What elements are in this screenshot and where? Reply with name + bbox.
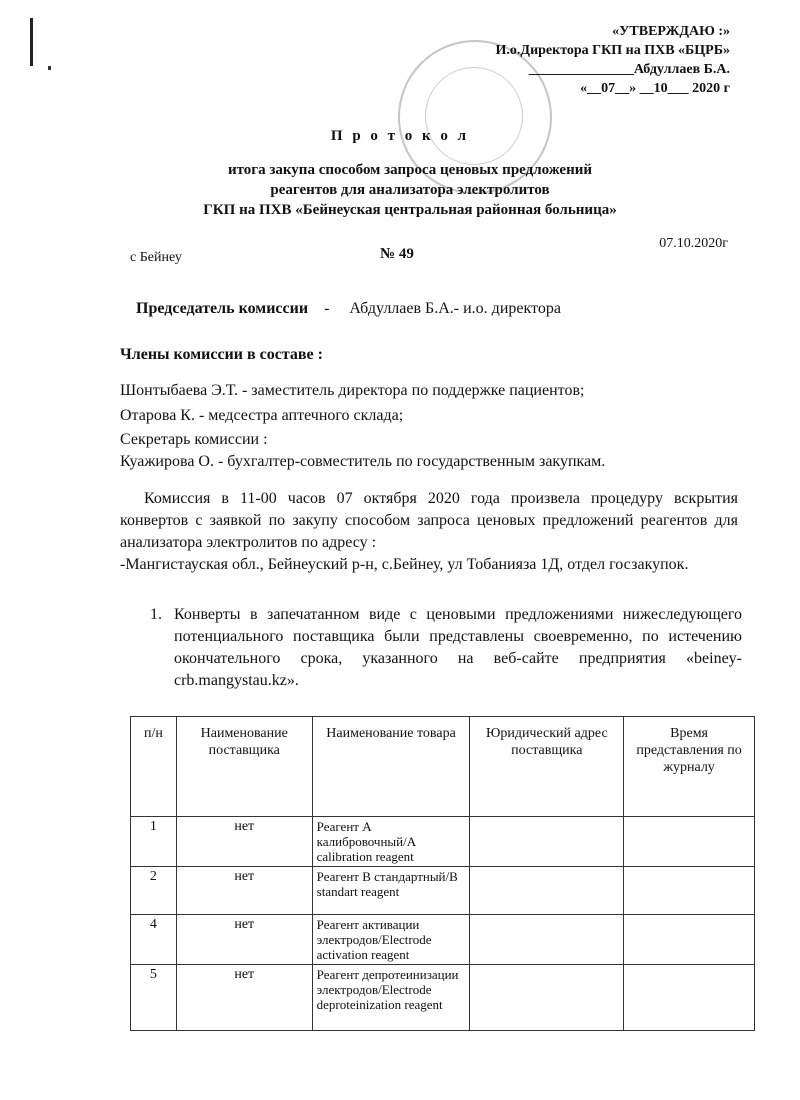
row-address — [470, 915, 624, 965]
row-supplier: нет — [176, 867, 312, 915]
row-index: 5 — [131, 965, 177, 1031]
protocol-subtitle-line3: ГКП на ПХВ «Бейнеуская центральная районная больница» — [203, 202, 617, 218]
commission-chair — [136, 300, 561, 318]
table-header-cell: Время представления по журналу — [624, 717, 755, 817]
protocol-title: П р о т о к о л — [330, 128, 470, 144]
secretary: Куажирова О. - бухгалтер-совместитель по государственным закупкам. — [120, 453, 606, 470]
members-heading: Члены комиссии в составе : — [120, 346, 323, 363]
row-product: Реагент депротеинизации электродов/Electrode deproteinization reagent — [312, 965, 470, 1031]
row-time — [624, 965, 755, 1031]
row-time — [624, 817, 755, 867]
list-item-1-number: 1. — [150, 606, 162, 623]
row-address — [470, 817, 624, 867]
protocol-number: № 49 — [380, 246, 414, 262]
table-header-cell: Юридический адрес поставщика — [470, 717, 624, 817]
row-product: Реагент активации электродов/Electrode activation reagent — [312, 915, 470, 965]
row-address — [470, 965, 624, 1031]
address-paragraph: -Мангистауская обл., Бейнеуский р-н, с.Бейнеу, ул Тобанияза 1Д, отдел госзакупок. — [120, 556, 689, 573]
row-index: 1 — [131, 817, 177, 867]
table-header-cell: Наименование поставщика — [176, 717, 312, 817]
table-header-row — [131, 717, 755, 817]
scan-edge-mark — [30, 18, 33, 66]
member-2: Отарова К. - медсестра аптечного склада; — [120, 407, 404, 424]
chair-label: Председатель комиссии — [136, 300, 309, 317]
scan-edge-dot — [48, 66, 51, 70]
table-header-cell: Наименование товара — [312, 717, 470, 817]
table-header-cell: п/н — [131, 717, 177, 817]
table-row — [131, 817, 755, 867]
row-supplier: нет — [176, 965, 312, 1031]
table-row — [131, 965, 755, 1031]
approval-position: И.о.Директора ГКП на ПХВ «БЦРБ» — [495, 43, 730, 58]
row-index: 2 — [131, 867, 177, 915]
approval-date: «__07__» __10___ 2020 г — [580, 81, 730, 96]
protocol-subtitle — [150, 160, 670, 220]
chair-dash: - — [324, 300, 330, 317]
row-time — [624, 915, 755, 965]
procedure-paragraph: Комиссия в 11-00 часов 07 октября 2020 года произвела процедуру вскрытия конвертов с заявкой по закупу способом запроса ценовых предложений реагентов для анализатора электролитов по адресу : — [120, 490, 738, 551]
row-supplier: нет — [176, 817, 312, 867]
approval-block — [496, 22, 730, 98]
member-1: Шонтыбаева Э.Т. - заместитель директора по поддержке пациентов; — [120, 382, 585, 399]
chair-value: Абдуллаев Б.А.- и.о. директора — [349, 300, 561, 317]
protocol-subtitle-line2: реагентов для анализатора электролитов — [270, 182, 550, 198]
protocol-date: 07.10.2020г — [659, 236, 728, 251]
list-item-1 — [150, 604, 742, 692]
secretary-label: Секретарь комиссии : — [120, 431, 268, 448]
suppliers-table — [130, 716, 755, 1031]
table-row — [131, 867, 755, 915]
row-product: Реагент А калибровочный/A calibration reagent — [312, 817, 470, 867]
table-row — [131, 915, 755, 965]
approval-heading: «УТВЕРЖДАЮ :» — [612, 24, 730, 39]
approval-signature-line: _______________Абдуллаев Б.А. — [528, 62, 730, 77]
protocol-subtitle-line1: итога закупа способом запроса ценовых предложений — [227, 162, 593, 178]
row-time — [624, 867, 755, 915]
row-product: Реагент В стандартный/B standart reagent — [312, 867, 470, 915]
row-address — [470, 867, 624, 915]
protocol-place: с Бейнеу — [130, 250, 182, 265]
list-item-1-text: Конверты в запечатанном виде с ценовыми предложениями нижеследующего потенциального поставщика были представлены своевременно, по истечению окончательного срока, указанного на веб-сайте предприятия «beiney-crb.mangystau.kz». — [174, 606, 742, 689]
row-supplier: нет — [176, 915, 312, 965]
row-index: 4 — [131, 915, 177, 965]
